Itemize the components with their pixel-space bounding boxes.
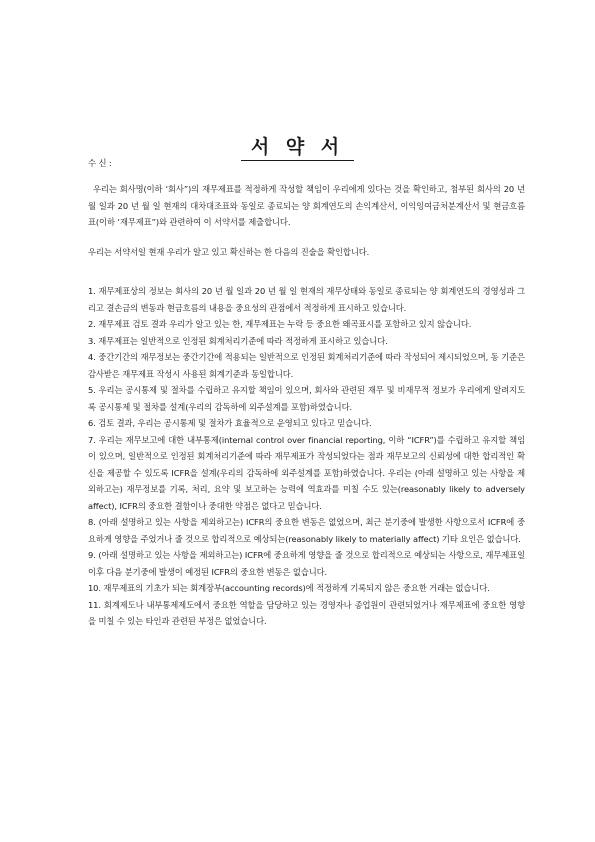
statement-item-6: 6. 검토 결과, 우리는 공시통제 및 절차가 효율적으로 운영되고 있다고 믿습니다.	[88, 418, 372, 428]
statement-item-4: 4. 중간기간의 재무정보는 중간기간에 적용되는 일반적으로 인정된 회계처리기준에 따라 작성되어 제시되었으며, 동 기준은 감사받은 재무제표 작성시 사용된 회계기준과 동일합니다.	[88, 352, 525, 379]
statement-item-7: 7. 우리는 재무보고에 대한 내부통제(internal control over financial reporting, 이하 “ICFR”)를 수립하고 유지할 책임이 있으며, 일반적으로 인정된 회계처리기준에 따라 재무제표가 작성되었다는 점과 재무보고의 신뢰성에 대한 합리적인 확신을 제공할 수 있도록 ICFR을 설계(우리의 감독하에 외주설계를 포함)하였습니다. 우리는 (아래 설명하고 있는 사항을 제외하고는) 재무정보를 기록, 처리, 요약 및 보고하는 능력에 역효과를 미칠 수도 있는(reasonably likely to adversely affect), ICFR의 중요한 결함이나 중대한 약점은 없다고 믿습니다.	[88, 434, 525, 511]
statement-item-3: 3. 재무제표는 일반적으로 인정된 회계처리기준에 따라 적정하게 표시하고 있습니다.	[88, 335, 388, 346]
confirmation-statement: 우리는 서약서일 현재 우리가 알고 있고 확신하는 한 다음의 진술을 확인합니다.	[88, 247, 370, 257]
statement-item-5: 5. 우리는 공시통제 및 절차를 수립하고 유지할 책임이 있으며, 회사와 관련된 재무 및 비재무적 정보가 우리에게 알려지도록 공시통제 및 절차를 설계(우리의 감독하에 외주설계를 포함)하였습니다.	[88, 385, 525, 412]
intro-paragraph: 우리는 회사명(이하 ‘회사”)의 재무제표를 적정하게 작성할 책임이 우리에게 있다는 것을 확인하고, 첨부된 회사의 20 년 월 일과 20 년 월 일 현재의 대차대조표와 동일로 종료되는 양 회계연도의 손익계산서, 이익잉여금처분계산서 및 현금흐름표(이하 ‘재무제표”)와 관련하여 이 서약서를 제출합니다.	[88, 184, 525, 227]
recipient-line: 수 신 :	[88, 158, 112, 168]
statement-item-9: 9. (아래 설명하고 있는 사항을 제외하고는) ICFR에 중요하게 영향을 줄 것으로 합리적으로 예상되는 사항으로, 재무제표일 이후 다음 분기중에 발생이 예정된 ICFR의 중요한 변동은 없습니다.	[88, 550, 525, 577]
statement-item-11: 11. 회계제도나 내부통제제도에서 중요한 역할을 담당하고 있는 경영자나 종업원이 관련되었거나 재무제표에 중요한 영향을 미칠 수 있는 타인과 관련된 부정은 없었습니다.	[88, 599, 525, 626]
document-title-text: 서 약 서	[241, 132, 354, 161]
statement-item-1: 1. 재무제표상의 정보는 회사의 20 년 월 일과 20 년 월 일 현재의 재무상태와 동일로 종료되는 양 회계연도의 경영성과 그리고 결손금의 변동과 현금흐름의 내용을 중요성의 관점에서 적정하게 표시하고 있습니다.	[88, 286, 525, 313]
statement-item-2: 2. 재무제표 검토 결과 우리가 알고 있는 한, 재무제표는 누락 등 중요한 왜곡표시를 포함하고 있지 않습니다.	[88, 319, 472, 329]
statement-list	[88, 283, 525, 630]
statement-item-8: 8. (아래 설명하고 있는 사항을 제외하고는) ICFR의 중요한 변동은 없었으며, 최근 분기중에 발생한 사항으로서 ICFR에 중요하게 영향을 주었거나 줄 것으로 합리적으로 예상되는(reasonably likely to materially affect) 기타 요인은 없습니다.	[88, 517, 525, 544]
statement-item-10: 10. 재무제표의 기초가 되는 회계장부(accounting records)에 적정하게 기록되지 않은 중요한 거래는 없습니다.	[88, 583, 490, 593]
